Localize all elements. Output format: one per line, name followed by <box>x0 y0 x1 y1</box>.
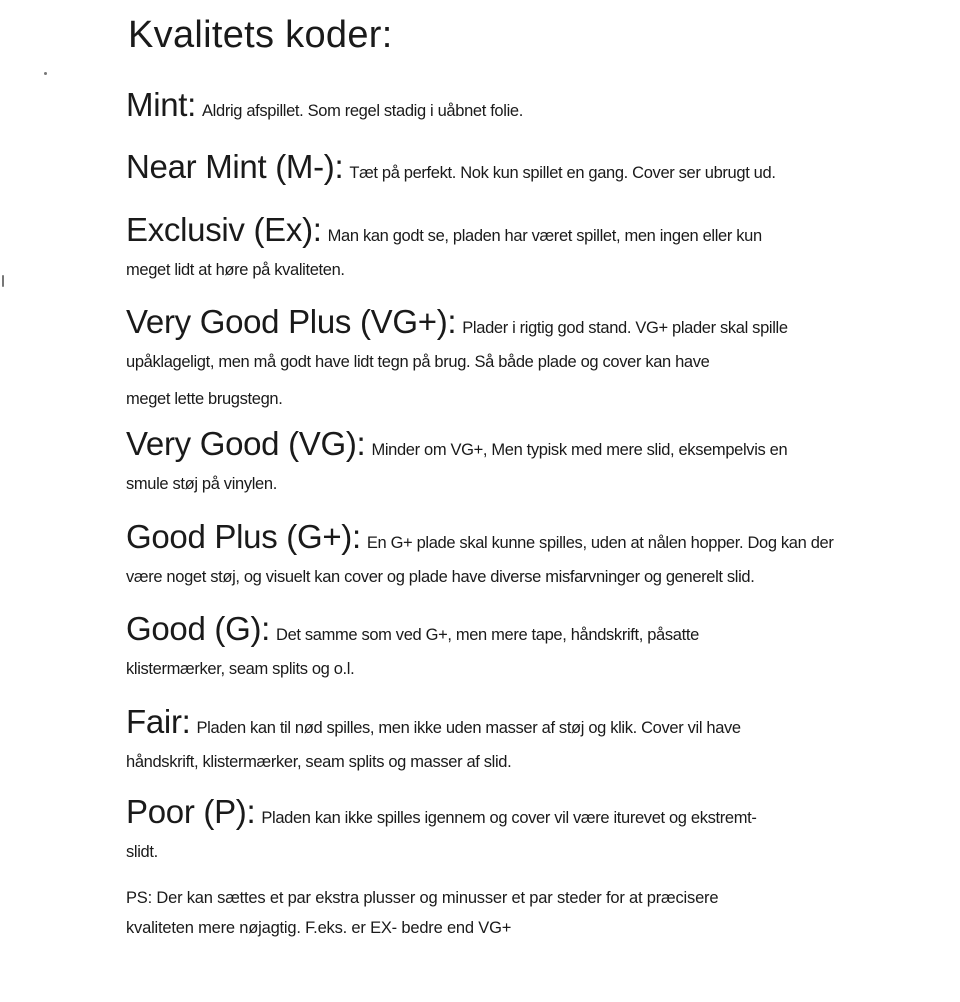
grade-description: Pladen kan ikke spilles igennem og cover vil være iturevet og ekstremt- <box>261 809 757 827</box>
grade-first-line <box>126 211 926 255</box>
grade-first-line <box>126 793 926 837</box>
grade-description-continued: slidt. <box>126 843 158 861</box>
grade-heading: Good Plus (G+): <box>126 518 361 555</box>
postscript <box>126 886 718 946</box>
grade-description-continued: upåklageligt, men må godt have lidt tegn på brug. Så både plade og cover kan have <box>126 353 710 371</box>
grade-description: Aldrig afspillet. Som regel stadig i uåbnet folie. <box>202 102 523 120</box>
grade-entry <box>126 303 926 421</box>
grade-entry <box>126 425 926 506</box>
grade-heading: Good (G): <box>126 610 271 647</box>
grade-entry <box>126 703 926 784</box>
grade-description: En G+ plade skal kunne spilles, uden at nålen hopper. Dog kan der <box>366 534 834 552</box>
grade-description-continued: være noget støj, og visuelt kan cover og plade have diverse misfarvninger og generelt slid. <box>126 568 755 586</box>
grade-heading: Poor (P): <box>126 793 256 830</box>
scan-speck <box>2 275 4 287</box>
grade-first-line <box>126 425 926 469</box>
grade-description: Man kan godt se, pladen har været spillet, men ingen eller kun <box>327 227 762 245</box>
grade-heading: Mint: <box>126 86 197 123</box>
grade-description-continued: smule støj på vinylen. <box>126 475 277 493</box>
grade-first-line <box>126 303 926 347</box>
grade-heading: Exclusiv (Ex): <box>126 211 322 248</box>
grade-first-line <box>126 610 926 654</box>
grade-entry <box>126 148 926 192</box>
page-title: Kvalitets koder: <box>128 14 393 56</box>
grade-first-line <box>126 518 926 562</box>
ps-line: kvaliteten mere nøjagtig. F.eks. er EX- bedre end VG+ <box>126 919 512 937</box>
ps-line: PS: Der kan sættes et par ekstra plusser og minusser et par steder for at præcisere <box>126 889 719 907</box>
grade-description: Tæt på perfekt. Nok kun spillet en gang. Cover ser ubrugt ud. <box>349 164 776 182</box>
grade-entry <box>126 518 926 599</box>
grade-description: Pladen kan til nød spilles, men ikke uden masser af støj og klik. Cover vil have <box>196 719 741 737</box>
grade-description-continued: håndskrift, klistermærker, seam splits og masser af slid. <box>126 753 512 771</box>
scan-speck <box>44 72 47 75</box>
grade-first-line <box>126 148 926 192</box>
grade-description-continued: meget lette brugstegn. <box>126 390 283 408</box>
grade-description-continued: klistermærker, seam splits og o.l. <box>126 660 355 678</box>
grade-description: Det samme som ved G+, men mere tape, håndskrift, påsatte <box>276 626 699 644</box>
grade-description-continued: meget lidt at høre på kvaliteten. <box>126 261 345 279</box>
grade-heading: Near Mint (M-): <box>126 148 344 185</box>
grade-description: Plader i rigtig god stand. VG+ plader skal spille <box>462 319 788 337</box>
grade-entry <box>126 211 926 292</box>
grade-description: Minder om VG+, Men typisk med mere slid, eksempelvis en <box>371 441 788 459</box>
grade-entry <box>126 86 926 130</box>
grade-heading: Fair: <box>126 703 191 740</box>
grade-first-line <box>126 86 926 130</box>
grade-heading: Very Good (VG): <box>126 425 366 462</box>
grade-heading: Very Good Plus (VG+): <box>126 303 457 340</box>
grade-entry <box>126 793 926 874</box>
grade-entry <box>126 610 926 691</box>
grade-first-line <box>126 703 926 747</box>
